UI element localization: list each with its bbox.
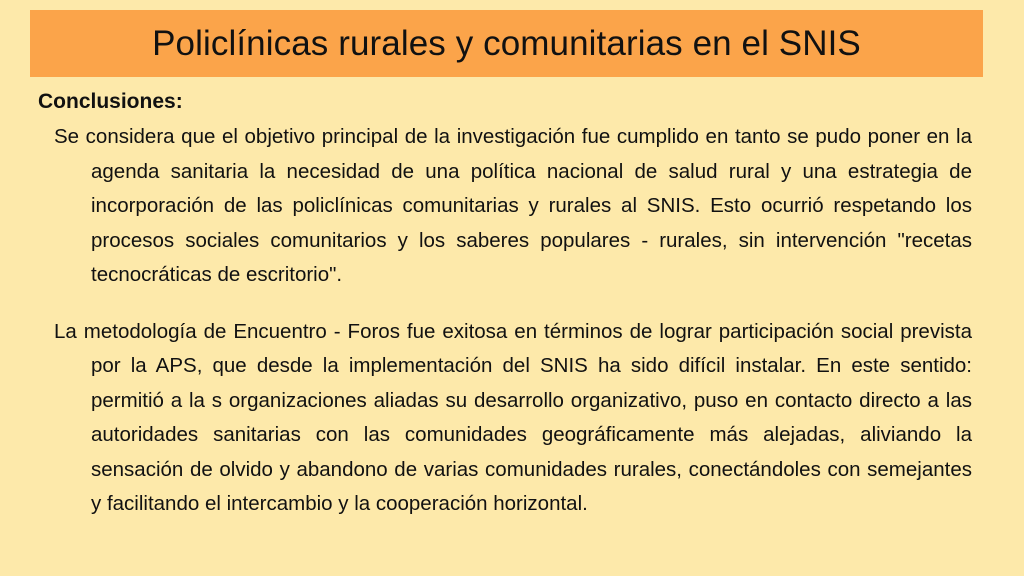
slide-title: Policlínicas rurales y comunitarias en el SNIS [152,23,861,63]
conclusion-paragraph-2: La metodología de Encuentro - Foros fue exitosa en términos de lograr participación social prevista por la APS, que desde la implementación del SNIS ha sido difícil instalar. En este sentido: permitió a la s organizaciones aliadas su desarrollo organizativo, puso en contacto directo a las autoridades sanitarias con las comunidades geográficamente más alejadas, aliviando la sensación de olvido y abandono de varias comunidades rurales, conectándoles con semejantes y facilitando el intercambio y la cooperación horizontal. [54,319,972,515]
title-bar [30,10,983,77]
slide-content [38,86,972,522]
conclusion-paragraph-1: Se considera que el objetivo principal de la investigación fue cumplido en tanto se pudo poner en la agenda sanitaria la necesidad de una política nacional de salud rural y una estrategia de incorporación de las policlínicas comunitarias y rurales al SNIS. Esto ocurrió respetando los procesos sociales comunitarios y los saberes populares - rurales, sin intervención "recetas tecnocráticas de escritorio". [54,125,972,286]
section-heading: Conclusiones: [38,90,183,113]
